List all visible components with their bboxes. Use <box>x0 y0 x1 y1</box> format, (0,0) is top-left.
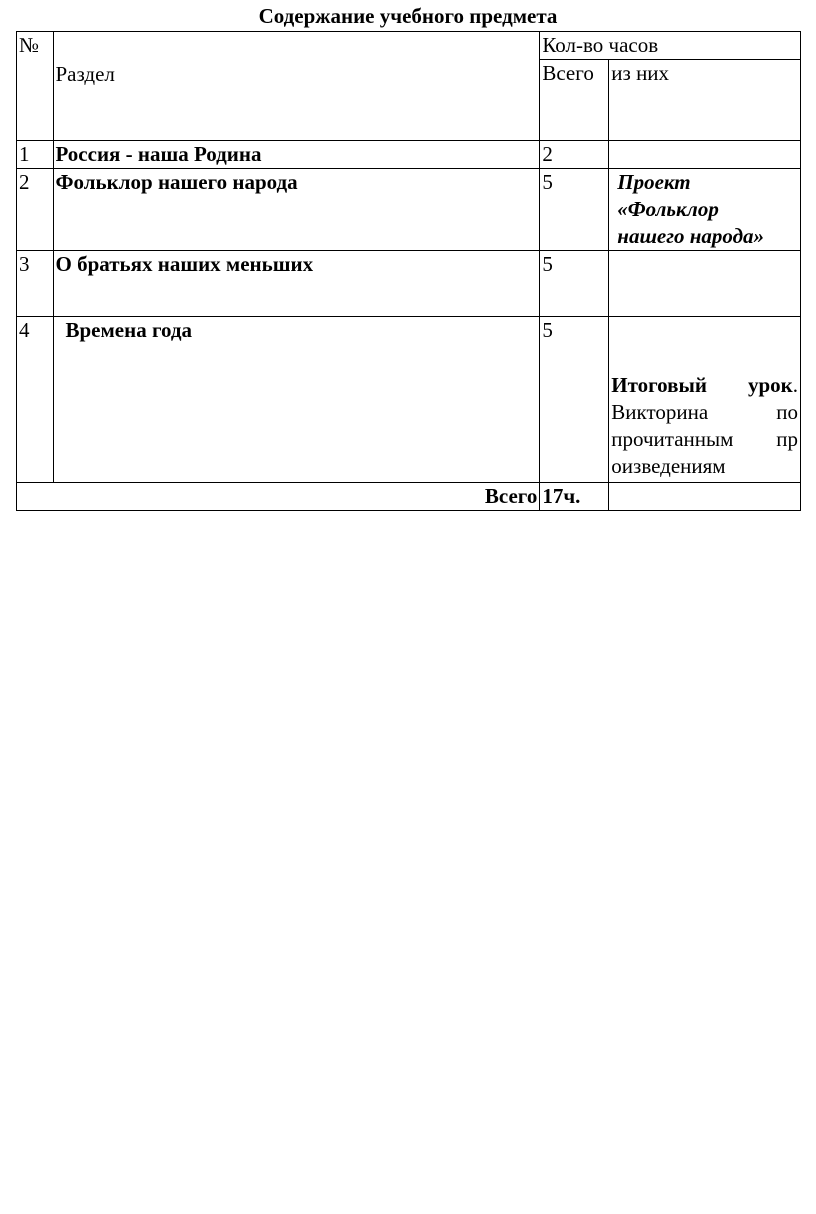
footer-empty <box>609 483 801 511</box>
row-total: 5 <box>540 251 609 317</box>
row-note <box>609 169 801 251</box>
header-num-cell <box>17 32 54 141</box>
table-row <box>17 317 801 483</box>
table-footer-row <box>17 483 801 511</box>
footer-label: Всего <box>17 483 540 511</box>
header-num: № <box>19 33 40 57</box>
table-row <box>17 141 801 169</box>
table-header-row <box>17 32 801 60</box>
header-hours: Кол-во часов <box>542 33 659 57</box>
row-section: О братьях наших меньших <box>53 251 540 317</box>
footer-value: 17ч. <box>540 483 609 511</box>
row-num: 4 <box>17 317 54 483</box>
row-num: 1 <box>17 141 54 169</box>
row-note <box>609 141 801 169</box>
final-lesson-line <box>611 372 798 399</box>
table-row <box>17 251 801 317</box>
row-num: 3 <box>17 251 54 317</box>
project-line: Проект <box>617 170 691 194</box>
project-line: «Фольклор <box>617 197 719 221</box>
header-section: Раздел <box>55 62 115 86</box>
header-of-which-cell <box>609 60 801 141</box>
row-note <box>609 251 801 317</box>
row-section: Россия - наша Родина <box>53 141 540 169</box>
row-section: Фольклор нашего народа <box>53 169 540 251</box>
document-title: Содержание учебного предмета <box>258 4 558 28</box>
final-lesson-line: прочитанным пр <box>611 427 798 451</box>
final-lesson-dot: . <box>792 373 798 397</box>
header-of-which: из них <box>611 61 670 85</box>
row-total: 5 <box>540 317 609 483</box>
header-section-cell <box>53 32 540 141</box>
row-note <box>609 317 801 483</box>
final-lesson-line: Викторина по <box>611 400 798 424</box>
row-total: 5 <box>540 169 609 251</box>
row-total: 2 <box>540 141 609 169</box>
header-total: Всего <box>542 61 594 85</box>
final-lesson-line: оизведениям <box>611 454 726 478</box>
header-hours-cell <box>540 32 801 60</box>
project-line: нашего народа» <box>617 224 765 248</box>
table-row <box>17 169 801 251</box>
final-lesson-bold: Итоговый урок <box>611 373 793 397</box>
header-total-cell <box>540 60 609 141</box>
curriculum-table <box>16 31 801 511</box>
row-num: 2 <box>17 169 54 251</box>
row-section: Времена года <box>53 317 540 483</box>
